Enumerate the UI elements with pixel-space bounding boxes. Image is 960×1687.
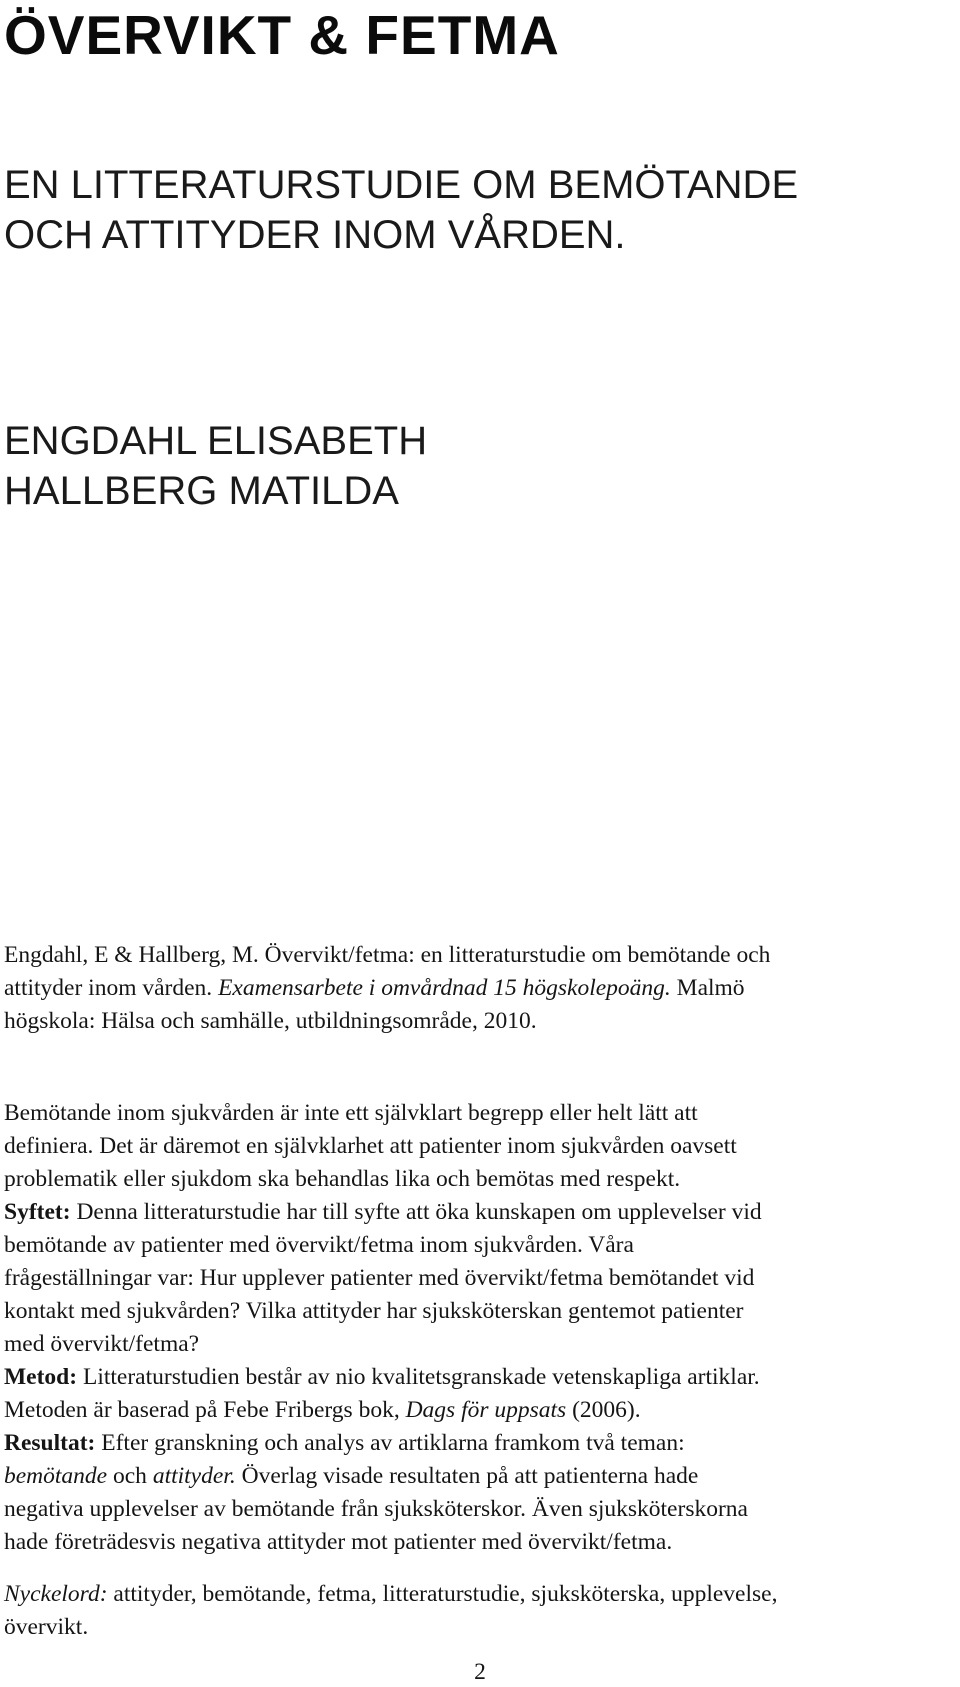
keywords-text: attityder, bemötande, fetma, litteraturstudie, sjuksköterska, upplevelse,	[107, 1581, 778, 1607]
author-name: HALLBERG MATILDA	[4, 469, 399, 513]
abstract-line: bemötande av patienter med övervikt/fetma inom sjukvården. Våra	[4, 1232, 634, 1258]
abstract-text: Metoden är baserad på Febe Fribergs bok,	[4, 1397, 406, 1423]
abstract-line: frågeställningar var: Hur upplever patienter med övervikt/fetma bemötandet vid	[4, 1265, 755, 1291]
abstract-line: problematik eller sjukdom ska behandlas lika och bemötas med respekt.	[4, 1166, 681, 1192]
theme-term: attityder.	[152, 1463, 236, 1489]
document-title: ÖVERVIKT & FETMA	[4, 4, 560, 66]
author-name: ENGDAHL ELISABETH	[4, 419, 428, 463]
page-number: 2	[474, 1659, 486, 1685]
citation-line	[4, 972, 770, 1005]
book-title: Dags för uppsats	[405, 1397, 567, 1423]
abstract-line: Bemötande inom sjukvården är inte ett självklart begrepp eller helt lätt att	[4, 1100, 698, 1126]
abstract-line: definiera. Det är däremot en självklarhet att patienter inom sjukvården oavsett	[4, 1133, 737, 1159]
abstract-text: Överlag visade resultaten på att patienterna hade	[235, 1463, 699, 1489]
abstract-line: med övervikt/fetma?	[4, 1331, 200, 1357]
citation-block	[4, 939, 770, 1038]
metod-label: Metod:	[4, 1364, 78, 1390]
author-list	[4, 416, 427, 516]
subtitle-line: OCH ATTITYDER INOM VÅRDEN.	[4, 213, 626, 257]
subtitle-line: EN LITTERATURSTUDIE OM BEMÖTANDE	[4, 163, 799, 207]
abstract-line: hade företrädesvis negativa attityder mot patienter med övervikt/fetma.	[4, 1529, 673, 1555]
abstract-line	[4, 1460, 762, 1493]
document-subtitle	[4, 160, 798, 260]
abstract-line	[4, 1196, 762, 1229]
citation-text: Malmö	[670, 975, 745, 1001]
citation-text: attityder inom vården.	[4, 975, 219, 1001]
abstract-text: Denna litteraturstudie har till syfte att öka kunskapen om upplevelser vid	[70, 1199, 762, 1225]
theme-term: bemötande	[4, 1463, 108, 1489]
keywords-line: övervikt.	[4, 1614, 89, 1640]
keywords-label: Nyckelord:	[4, 1581, 108, 1607]
abstract-text: (2006).	[566, 1397, 641, 1423]
citation-italic: Examensarbete i omvårdnad 15 högskolepoäng.	[218, 975, 671, 1001]
keywords-line	[4, 1578, 777, 1611]
abstract-text: och	[107, 1463, 153, 1489]
abstract-block	[4, 1097, 762, 1559]
resultat-label: Resultat:	[4, 1430, 96, 1456]
abstract-line	[4, 1427, 762, 1460]
abstract-text: Litteraturstudien består av nio kvalitetsgranskade vetenskapliga artiklar.	[77, 1364, 760, 1390]
citation-line: högskola: Hälsa och samhälle, utbildningsområde, 2010.	[4, 1008, 537, 1034]
abstract-text: Efter granskning och analys av artiklarna framkom två teman:	[95, 1430, 685, 1456]
abstract-line	[4, 1361, 762, 1394]
syfte-label: Syftet:	[4, 1199, 71, 1225]
abstract-line	[4, 1394, 762, 1427]
abstract-line: negativa upplevelser av bemötande från sjuksköterskor. Även sjuksköterskorna	[4, 1496, 748, 1522]
citation-line: Engdahl, E & Hallberg, M. Övervikt/fetma: en litteraturstudie om bemötande och	[4, 942, 771, 968]
abstract-line: kontakt med sjukvården? Vilka attityder har sjuksköterskan gentemot patienter	[4, 1298, 744, 1324]
keywords-block	[4, 1578, 777, 1644]
